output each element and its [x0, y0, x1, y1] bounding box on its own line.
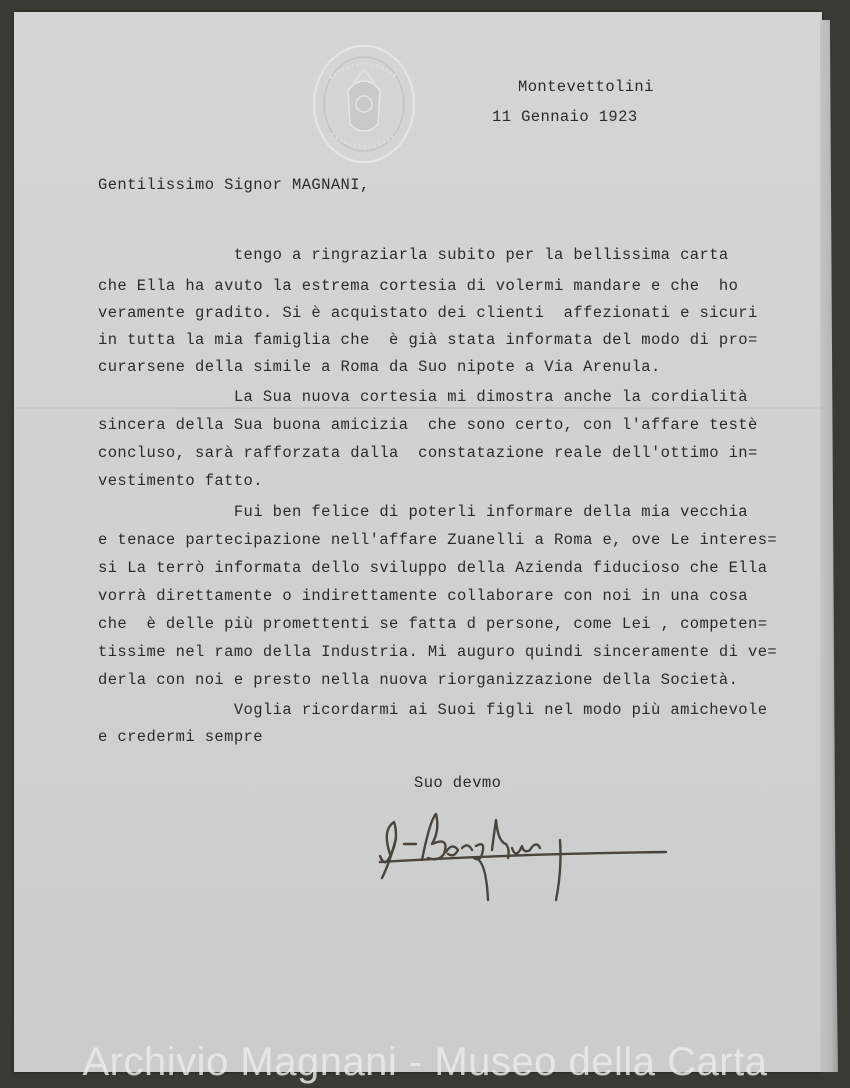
archive-watermark: Archivio Magnani - Museo della Carta [82, 1040, 768, 1084]
body-line: in tutta la mia famiglia che è già stata informata del modo di pro= [98, 331, 758, 349]
letter-salutation: Gentilissimo Signor MAGNANI, [98, 176, 370, 194]
body-line: tengo a ringraziarla subito per la bellissima carta [98, 246, 729, 264]
body-line: si La terrò informata dello sviluppo della Azienda fiducioso che Ella [98, 559, 768, 577]
letter-place: Montevettolini [518, 78, 654, 96]
paper-fold [14, 407, 822, 409]
body-line: Voglia ricordarmi ai Suoi figli nel modo più amichevole [98, 701, 768, 719]
body-line: concluso, sarà rafforzata dalla constatazione reale dell'ottimo in= [98, 444, 758, 462]
body-line: vorrà direttamente o indirettamente collaborare con noi in una cosa [98, 587, 749, 605]
paper-edge [820, 20, 838, 1072]
letter-date: 11 Gennaio 1923 [492, 108, 638, 126]
body-line: tissime nel ramo della Industria. Mi auguro quindi sinceramente di ve= [98, 643, 778, 661]
embossed-seal-icon [310, 42, 418, 166]
body-line: derla con noi e presto nella nuova riorganizzazione della Società. [98, 671, 739, 689]
body-line: vestimento fatto. [98, 472, 263, 490]
body-line: che è delle più promettenti se fatta d persone, come Lei , competen= [98, 615, 768, 633]
letter-closing: Suo devmo [414, 774, 502, 792]
body-line: veramente gradito. Si è acquistato dei clienti affezionati e sicuri [98, 304, 758, 322]
body-line: e credermi sempre [98, 728, 263, 746]
body-line: e tenace partecipazione nell'affare Zuanelli a Roma e, ove Le interes= [98, 531, 778, 549]
body-line: che Ella ha avuto la estrema cortesia di volermi mandare e che ho [98, 277, 739, 295]
body-line: sincera della Sua buona amicizia che sono certo, con l'affare testè [98, 416, 758, 434]
handwritten-signature [360, 800, 680, 910]
body-line: curarsene della simile a Roma da Suo nipote a Via Arenula. [98, 358, 661, 376]
body-line: La Sua nuova cortesia mi dimostra anche la cordialità [98, 388, 749, 406]
body-line: Fui ben felice di poterli informare della mia vecchia [98, 503, 749, 521]
